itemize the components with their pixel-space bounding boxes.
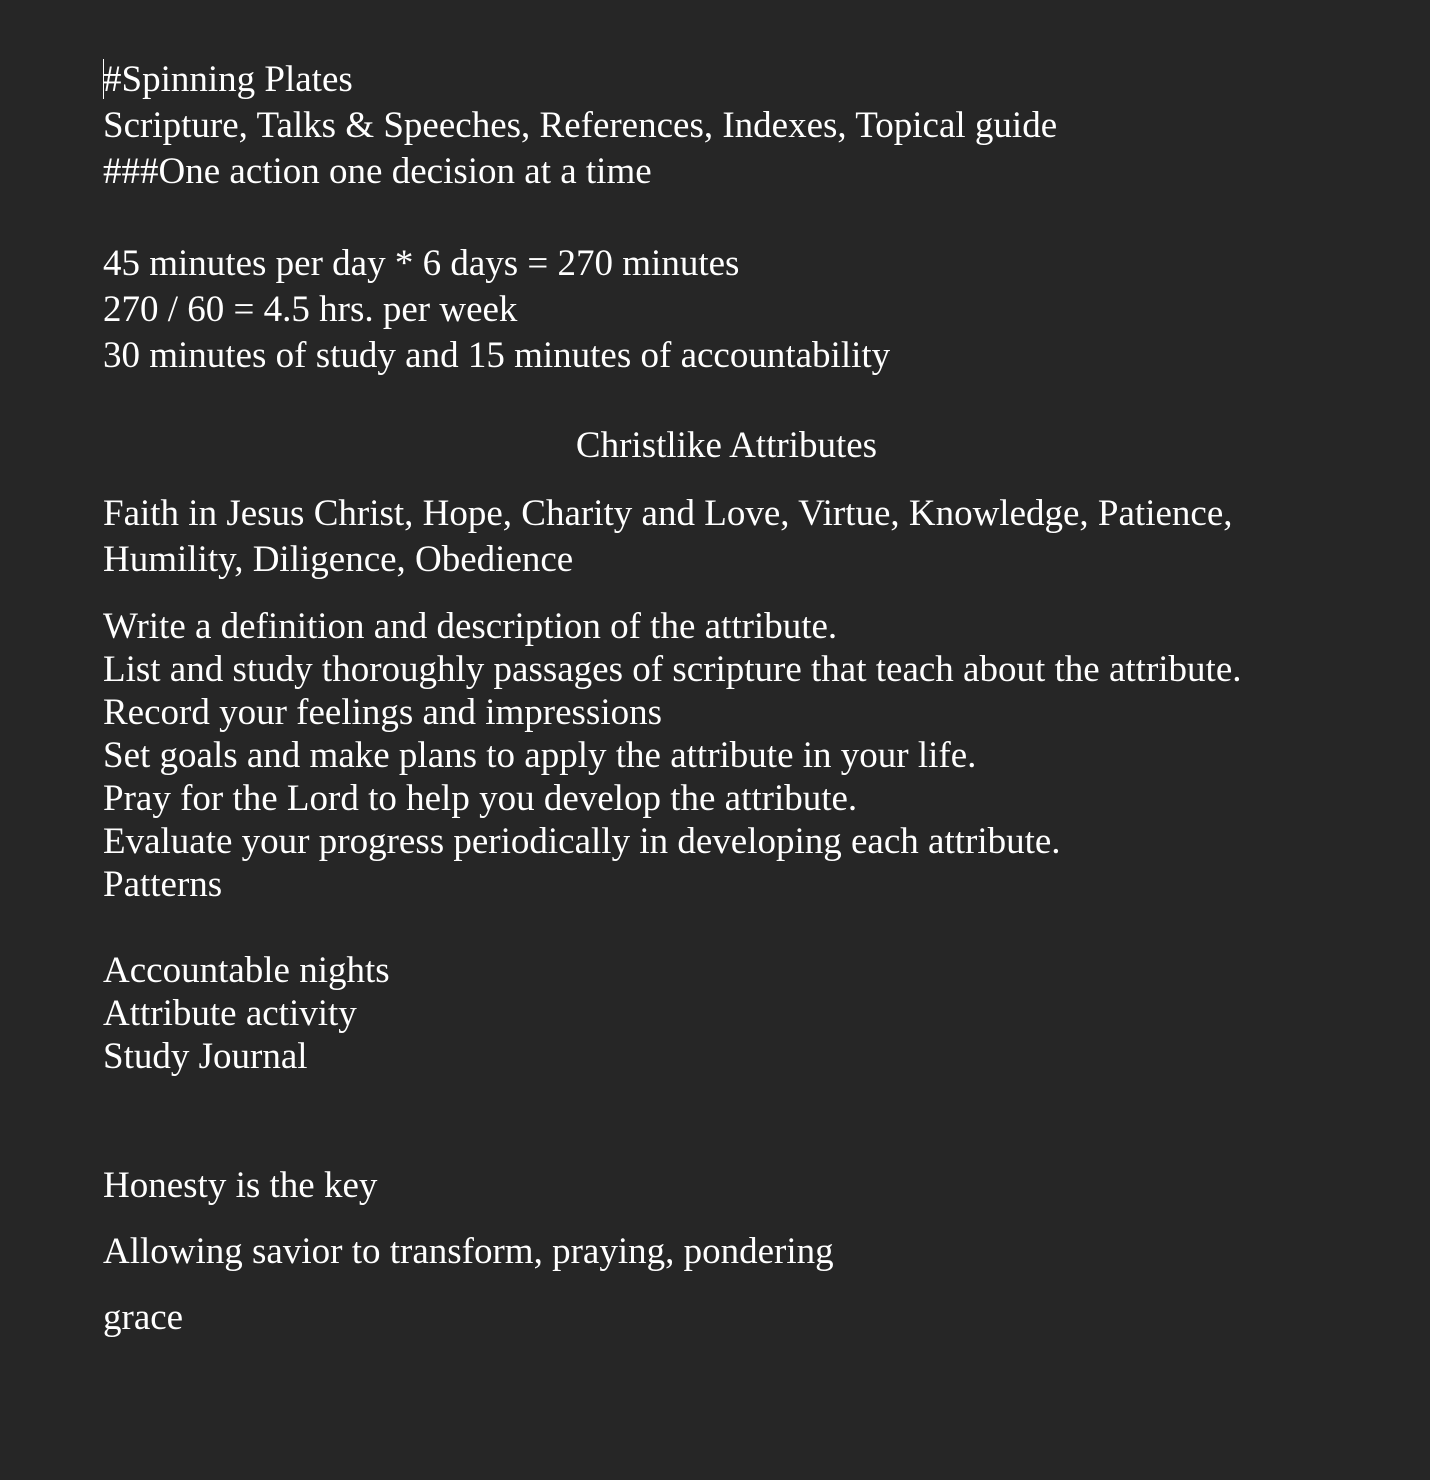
honesty-note: Honesty is the key bbox=[103, 1165, 378, 1206]
step-item: Evaluate your progress periodically in developing each attribute. bbox=[103, 821, 1061, 862]
attributes-heading: Christlike Attributes bbox=[575, 425, 878, 466]
activity-item: Study Journal bbox=[103, 1036, 308, 1077]
step-item: Patterns bbox=[103, 864, 223, 905]
activity-item: Attribute activity bbox=[103, 993, 357, 1034]
transform-note: Allowing savior to transform, praying, pondering bbox=[103, 1231, 834, 1272]
sources-line: Scripture, Talks & Speeches, References, Indexes, Topical guide bbox=[103, 105, 1058, 146]
blank-line bbox=[103, 1078, 1303, 1121]
step-item: Pray for the Lord to help you develop the attribute. bbox=[103, 778, 858, 819]
blank-line bbox=[103, 195, 1303, 241]
blank-line bbox=[103, 906, 1303, 949]
schedule-line-2: 270 / 60 = 4.5 hrs. per week bbox=[103, 289, 518, 330]
step-item: Record your feelings and impressions bbox=[103, 692, 662, 733]
step-item: Write a definition and description of the attribute. bbox=[103, 606, 838, 647]
blank-line bbox=[103, 1121, 1303, 1164]
step-item: List and study thoroughly passages of scripture that teach about the attribute. bbox=[103, 649, 1242, 690]
subtitle-line: ###One action one decision at a time bbox=[103, 151, 652, 192]
doc-title: #Spinning Plates bbox=[103, 59, 353, 100]
step-item: Set goals and make plans to apply the attribute in your life. bbox=[103, 735, 977, 776]
steps-list bbox=[103, 605, 1303, 1207]
schedule-line-1: 45 minutes per day * 6 days = 270 minutes bbox=[103, 243, 740, 284]
doc-title-line[interactable] bbox=[103, 57, 1303, 103]
attributes-list: Faith in Jesus Christ, Hope, Charity and Love, Virtue, Knowledge, Patience, Humility, Diligence, Obedience bbox=[103, 493, 1233, 580]
grace-note: grace bbox=[103, 1297, 184, 1338]
activity-item: Accountable nights bbox=[103, 950, 390, 991]
document-body[interactable] bbox=[103, 57, 1303, 1341]
blank-line bbox=[103, 379, 1303, 425]
schedule-line-3: 30 minutes of study and 15 minutes of accountability bbox=[103, 335, 891, 376]
